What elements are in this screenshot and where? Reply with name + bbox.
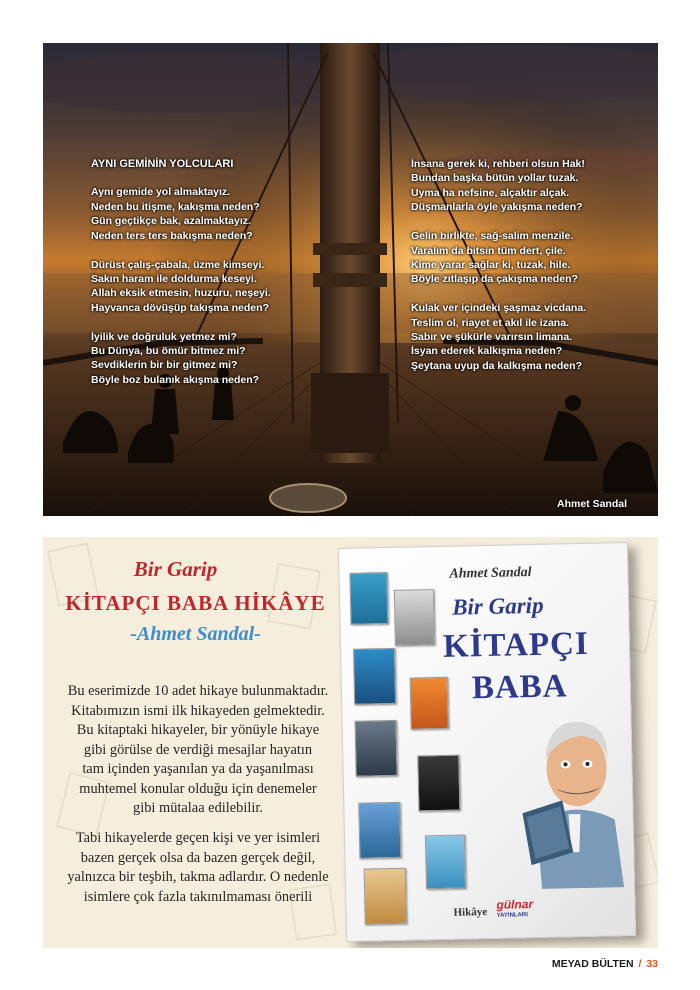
- poem-line: Bundan başka bütün yollar tuzak.: [411, 172, 579, 185]
- poem-line: Gün geçtikçe bak, azalmaktayız.: [91, 215, 251, 228]
- book-heading-line1: Bir Garip: [133, 557, 218, 581]
- poem-line: İyilik ve doğruluk yetmez mi?: [91, 330, 237, 343]
- book-description-p1: [43, 682, 353, 819]
- poem-title: AYNI GEMİNİN YOLCULARI: [91, 158, 234, 170]
- mini-book-thumbnail: [425, 834, 466, 889]
- poem-line: Kime yarar sağlar ki, tuzak, hile.: [411, 258, 571, 271]
- poem-right-column: [411, 157, 651, 510]
- mini-book-thumbnail: [349, 572, 388, 625]
- footer-separator: /: [638, 958, 642, 970]
- poem-line: Teslim ol, riayet et akıl ile izana.: [411, 316, 569, 329]
- poem-line: Sevdiklerin bir bir gitmez mi?: [91, 359, 238, 372]
- mini-book-thumbnail: [355, 720, 398, 777]
- poem-left-column: [91, 157, 341, 402]
- description-line: Bu kitaptaki hikayeler, bir yönüyle hikaye: [76, 722, 320, 738]
- poem-line: Düşmanlarla öyle yakışma neden?: [411, 201, 583, 214]
- cover-title-line3: BABA: [471, 668, 568, 707]
- poem-line: İnsana gerek ki, rehberi olsun Hak!: [411, 158, 585, 170]
- description-line: gibi mütalaa edilebilir.: [133, 800, 263, 816]
- poem-author: Ahmet Sandal: [556, 498, 627, 510]
- poem-stanza: [411, 229, 651, 287]
- description-line: tam içinden yaşanılan ya da yaşanılması: [82, 761, 314, 777]
- poem-line: Neden ters ters bakışma neden?: [91, 229, 253, 242]
- description-line: gibi görülse de verdiği mesajlar hayatın: [83, 741, 313, 758]
- poem-line: Hayvanca dövüşüp takışma neden?: [91, 301, 269, 314]
- page-footer: [552, 958, 658, 970]
- cover-publisher-logo: [496, 899, 533, 922]
- poem-line: Allah eksik etmesin, huzuru, neşeyi.: [91, 287, 271, 300]
- mini-book-thumbnail: [353, 648, 396, 705]
- cover-author: Ahmet Sandal: [449, 565, 532, 582]
- description-line: Kitabımızın ismi ilk hikayeden gelmektedir.: [71, 702, 325, 719]
- poem-stanza: [91, 258, 341, 316]
- poem-line: Sakın haram ile doldurma keseyi.: [91, 272, 257, 285]
- publisher-sub: YAYINLARI: [496, 912, 528, 919]
- poem-line: Uyma ha nefsine, alçaktır alçak.: [411, 186, 570, 199]
- cover-title-line1: Bir Garip: [451, 592, 544, 620]
- poem-line: Dürüst çalış-çabala, üzme kimseyi.: [91, 258, 265, 271]
- poem-line: Şeytana uyup da kalkışma neden?: [411, 359, 582, 372]
- description-line: isimlere çok fazla takınılmaması önerili: [83, 888, 313, 905]
- publisher-name: gülnar: [496, 897, 534, 912]
- poem-stanza: [411, 301, 651, 373]
- mini-book-thumbnail: [364, 868, 407, 925]
- book-heading-line2: KİTAPÇI BABA HİKÂYE: [65, 591, 326, 615]
- book-promo-panel: [43, 537, 658, 948]
- poem-panel: [43, 43, 658, 516]
- poem-line: Bu Dünya, bu ömür bitmez mi?: [91, 345, 246, 358]
- description-line: Bu eserimizde 10 adet hikaye bulunmaktadır.: [67, 683, 329, 699]
- mini-book-thumbnail: [417, 755, 460, 812]
- book-description-p2: [43, 829, 353, 907]
- mini-book-thumbnail: [358, 802, 401, 859]
- poem-line: İsyan ederek kalkışma neden?: [411, 345, 563, 358]
- cover-title-line2: KİTAPÇI: [442, 625, 590, 665]
- description-line: yalnızca bir teşbih, takma adlardır. O nedenle: [67, 869, 329, 885]
- poem-line: Neden bu itişme, kakışma neden?: [91, 200, 260, 213]
- poem-stanza: [91, 330, 341, 388]
- poem-line: Sabır ve şükürle varırsın limana.: [411, 331, 573, 344]
- book-cover: [338, 542, 636, 942]
- poem-line: Varalım da bitsin tüm dert, çile.: [411, 244, 566, 257]
- description-line: bazen gerçek olsa da bazen gerçek değil,: [80, 849, 316, 866]
- publication-name: MEYAD BÜLTEN: [551, 958, 634, 970]
- poem-line: Aynı gemide yol almaktayız.: [91, 186, 231, 199]
- poem-stanza: [411, 157, 651, 215]
- book-heading-author: -Ahmet Sandal-: [130, 623, 261, 645]
- cover-genre: Hikâye: [453, 906, 488, 919]
- poem-line: Böyle boz bulanık akışma neden?: [91, 373, 260, 386]
- mini-book-thumbnail: [410, 677, 449, 730]
- poem-stanza: [91, 185, 341, 243]
- caricature-illustration: [520, 701, 628, 893]
- mini-book-thumbnail: [394, 589, 435, 646]
- poem-line: Gelin birlikte, sağ-salim menzile.: [411, 230, 574, 243]
- poem-line: Böyle zıtlaşıp da çakışma neden?: [411, 273, 578, 286]
- poem-line: Kulak ver içindeki şaşmaz vicdana.: [411, 302, 587, 315]
- description-line: muhtemel konular olduğu için denemeler: [79, 780, 317, 797]
- page-number: 33: [646, 958, 658, 970]
- description-line: Tabi hikayelerde geçen kişi ve yer isimleri: [75, 830, 321, 846]
